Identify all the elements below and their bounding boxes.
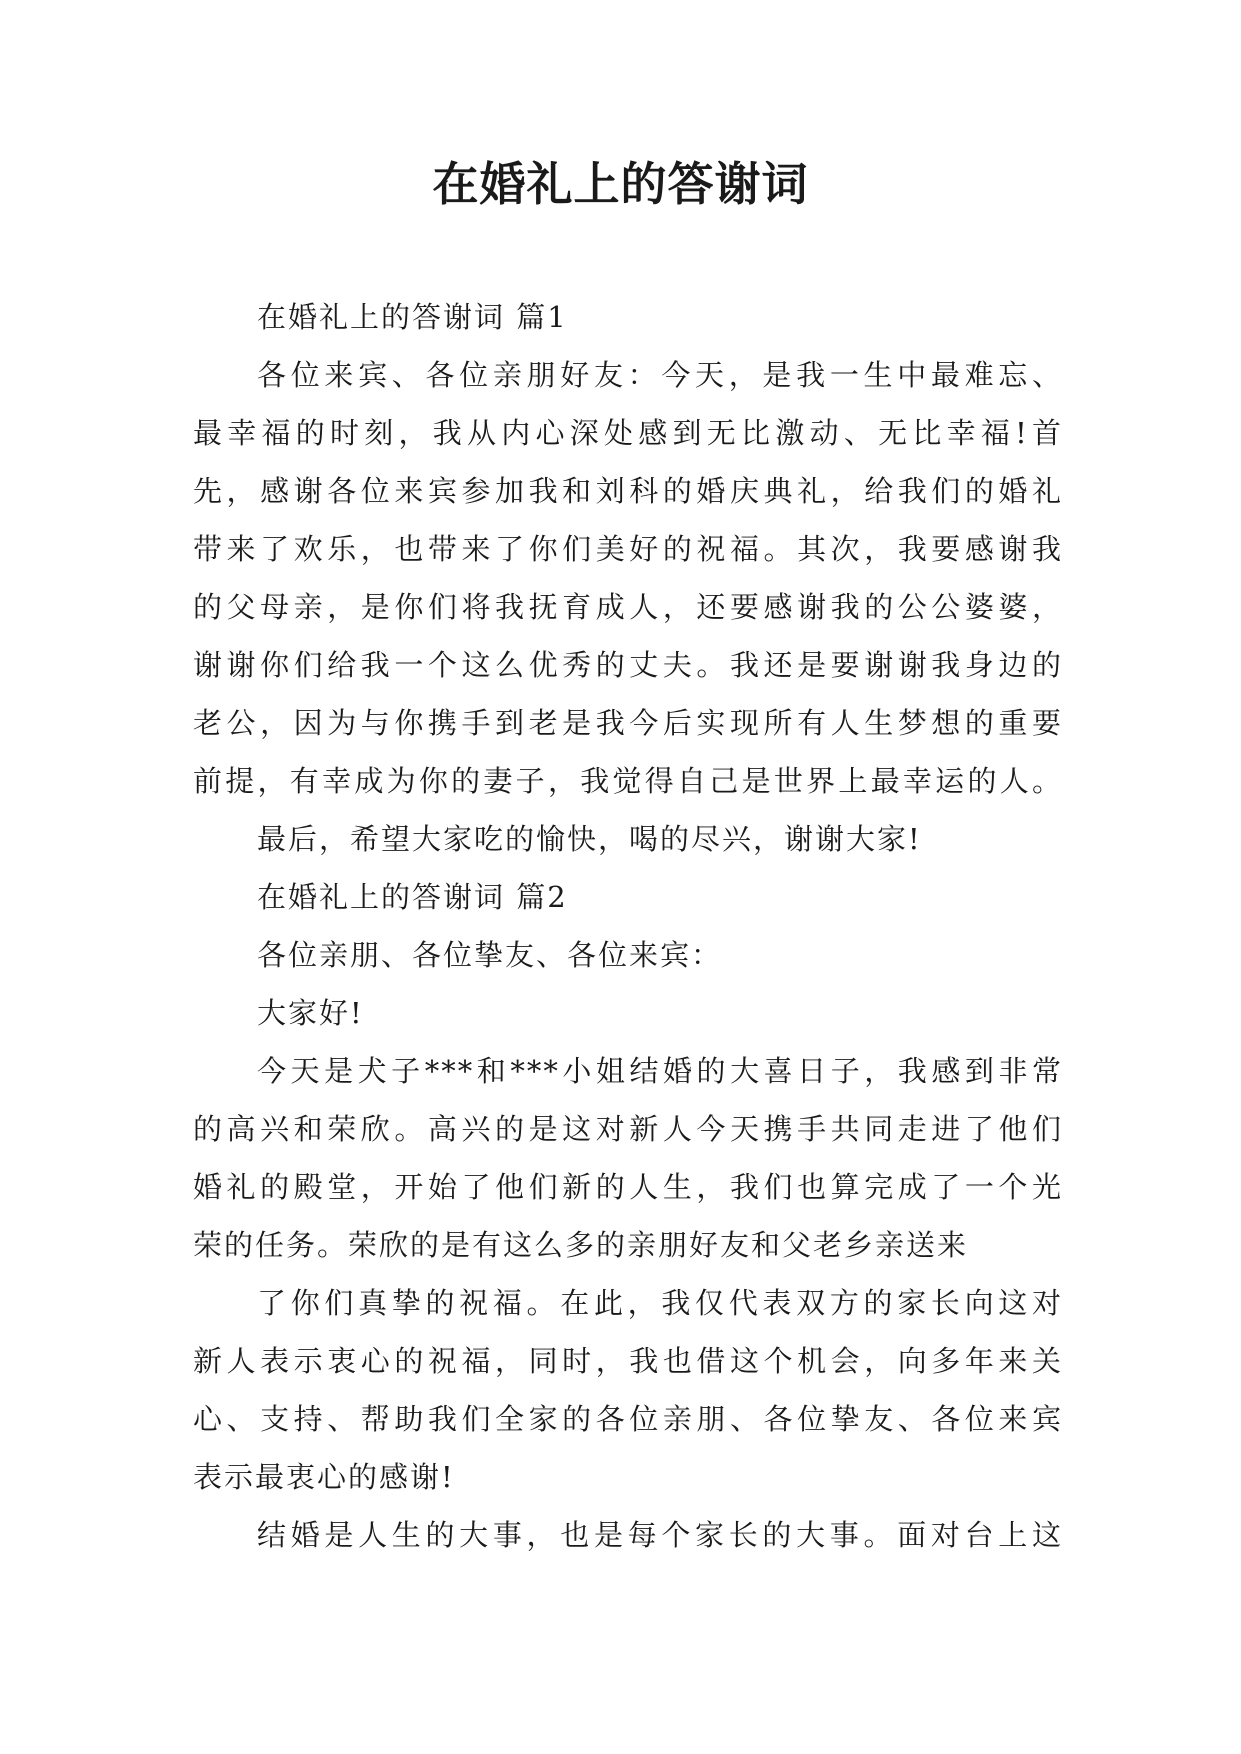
- text-line: 的高兴和荣欣。高兴的是这对新人今天携手共同走进了他们: [193, 1112, 1063, 1146]
- text-line: 心、支持、帮助我们全家的各位亲朋、各位挚友、各位来宾: [193, 1402, 1063, 1436]
- text-line: 先，感谢各位来宾参加我和刘科的婚庆典礼，给我们的婚礼: [193, 474, 1063, 508]
- text-line: 的父母亲，是你们将我抚育成人，还要感谢我的公公婆婆，: [193, 590, 1063, 624]
- text-line: 最后，希望大家吃的愉快，喝的尽兴，谢谢大家!: [257, 822, 922, 856]
- text-line: 荣的任务。荣欣的是有这么多的亲朋好友和父老乡亲送来: [193, 1228, 969, 1262]
- text-line: 最幸福的时刻，我从内心深处感到无比激动、无比幸福!首: [193, 416, 1063, 450]
- text-line: 大家好!: [257, 996, 364, 1030]
- text-line: 带来了欢乐，也带来了你们美好的祝福。其次，我要感谢我: [193, 532, 1063, 566]
- text-line: 前提，有幸成为你的妻子，我觉得自己是世界上最幸运的人。: [193, 764, 1063, 798]
- text-line: 了你们真挚的祝福。在此，我仅代表双方的家长向这对: [257, 1286, 1063, 1320]
- text-line: 各位亲朋、各位挚友、各位来宾：: [257, 938, 723, 972]
- text-line: 表示最衷心的感谢!: [193, 1460, 455, 1494]
- text-line: 今天是犬子***和***小姐结婚的大喜日子，我感到非常: [257, 1054, 1063, 1088]
- text-line: 在婚礼上的答谢词 篇1: [257, 300, 568, 334]
- text-line: 老公，因为与你携手到老是我今后实现所有人生梦想的重要: [193, 706, 1063, 740]
- text-line: 在婚礼上的答谢词 篇2: [257, 880, 568, 914]
- text-line: 婚礼的殿堂，开始了他们新的人生，我们也算完成了一个光: [193, 1170, 1063, 1204]
- text-line: 谢谢你们给我一个这么优秀的丈夫。我还是要谢谢我身边的: [193, 648, 1063, 682]
- document-body: [193, 288, 1063, 1564]
- document-title: 在婚礼上的答谢词: [432, 157, 809, 211]
- text-line: 结婚是人生的大事，也是每个家长的大事。面对台上这: [257, 1518, 1063, 1552]
- text-line: 各位来宾、各位亲朋好友：今天，是我一生中最难忘、: [257, 358, 1063, 392]
- text-line: 新人表示衷心的祝福，同时，我也借这个机会，向多年来关: [193, 1344, 1063, 1378]
